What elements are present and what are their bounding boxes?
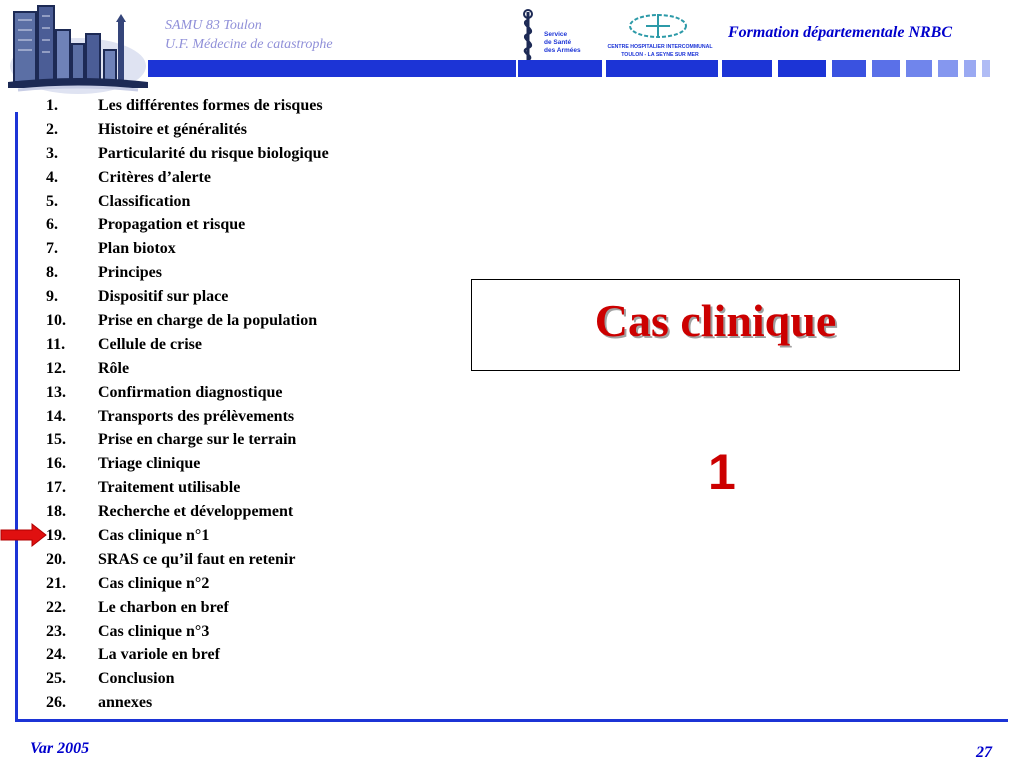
header-band-segment bbox=[606, 60, 718, 77]
header-band bbox=[148, 60, 516, 77]
outline-item-label: Rôle bbox=[98, 359, 130, 377]
outline-item bbox=[46, 190, 329, 214]
header-band-segment bbox=[938, 60, 958, 77]
outline-item-label: Conclusion bbox=[98, 670, 175, 688]
outline-item-label: Cas clinique n°1 bbox=[98, 526, 210, 544]
org-header bbox=[165, 16, 333, 54]
outline-item bbox=[46, 213, 329, 237]
outline-item bbox=[46, 357, 329, 381]
outline-item bbox=[46, 596, 329, 620]
outline-item bbox=[46, 94, 329, 118]
outline-item-label: Le charbon en bref bbox=[98, 598, 229, 616]
current-item-arrow-icon bbox=[0, 522, 48, 548]
outline-item bbox=[46, 118, 329, 142]
outline-item bbox=[46, 142, 329, 166]
outline-item bbox=[46, 524, 329, 548]
outline-item-number: 21. bbox=[46, 574, 66, 592]
outline-item-label: Histoire et généralités bbox=[98, 120, 247, 138]
outline-item-number: 26. bbox=[46, 694, 66, 712]
outline-item-label: Propagation et risque bbox=[98, 216, 246, 234]
outline-item-number: 6. bbox=[46, 216, 58, 234]
outline-item-number: 22. bbox=[46, 598, 66, 616]
hospital-line-1: CENTRE HOSPITALIER INTERCOMMUNAL bbox=[607, 44, 713, 50]
bottom-rule bbox=[15, 719, 1008, 722]
outline-item-number: 10. bbox=[46, 311, 66, 329]
outline-item bbox=[46, 620, 329, 644]
outline-item-label: Triage clinique bbox=[98, 455, 201, 473]
outline-item bbox=[46, 500, 329, 524]
hospital-logo bbox=[602, 12, 718, 60]
outline-item-number: 11. bbox=[46, 335, 66, 353]
ssa-line-3: des Armées bbox=[544, 47, 581, 54]
outline-item-label: Recherche et développement bbox=[98, 503, 294, 521]
outline-item bbox=[46, 405, 329, 429]
outline-item-number: 25. bbox=[46, 670, 66, 688]
case-number: 1 bbox=[708, 444, 736, 500]
outline-item bbox=[46, 476, 329, 500]
outline-item-number: 5. bbox=[46, 192, 58, 210]
outline-item-label: Traitement utilisable bbox=[98, 479, 241, 497]
outline-item bbox=[46, 309, 329, 333]
outline-item bbox=[46, 166, 329, 190]
footer-year: Var 2005 bbox=[30, 740, 90, 757]
presentation-title: Formation départementale NRBC bbox=[728, 24, 953, 41]
header-band-segment bbox=[722, 60, 772, 77]
left-rule bbox=[15, 112, 18, 722]
header-band-segment bbox=[982, 60, 990, 77]
outline-item-label: Critères d’alerte bbox=[98, 168, 211, 186]
outline-item-number: 20. bbox=[46, 550, 66, 568]
outline-item-label: Cas clinique n°2 bbox=[98, 574, 210, 592]
case-title-box bbox=[471, 279, 960, 371]
header-band-segment bbox=[964, 60, 976, 77]
header-band-segment bbox=[832, 60, 866, 77]
header-band-segment bbox=[906, 60, 932, 77]
outline-item bbox=[46, 667, 329, 691]
outline-item bbox=[46, 261, 329, 285]
outline-item-label: Principes bbox=[98, 264, 162, 282]
outline-item bbox=[46, 691, 329, 715]
outline-item bbox=[46, 548, 329, 572]
outline-item-number: 12. bbox=[46, 359, 66, 377]
org-line-1: SAMU 83 Toulon bbox=[165, 18, 262, 33]
outline-item bbox=[46, 428, 329, 452]
outline-item-number: 23. bbox=[46, 622, 66, 640]
ssa-line-2: de Santé bbox=[544, 39, 572, 46]
outline-item-label: Cas clinique n°3 bbox=[98, 622, 210, 640]
outline-item-label: SRAS ce qu’il faut en retenir bbox=[98, 550, 296, 568]
outline-item bbox=[46, 452, 329, 476]
outline-item-label: Classification bbox=[98, 192, 191, 210]
outline-item-number: 9. bbox=[46, 288, 58, 306]
outline-item bbox=[46, 381, 329, 405]
outline-item-label: Particularité du risque biologique bbox=[98, 144, 329, 162]
outline-item-number: 16. bbox=[46, 455, 66, 473]
outline-item bbox=[46, 333, 329, 357]
outline-item-number: 17. bbox=[46, 479, 66, 497]
hospital-line-2: TOULON - LA SEYNE SUR MER bbox=[621, 52, 699, 58]
outline-item bbox=[46, 237, 329, 261]
outline-item bbox=[46, 285, 329, 309]
outline-list bbox=[46, 94, 329, 715]
city-skyline-logo bbox=[8, 4, 148, 96]
outline-item-number: 2. bbox=[46, 120, 58, 138]
outline-item-number: 15. bbox=[46, 431, 66, 449]
header-band-segment bbox=[872, 60, 900, 77]
page-number: 27 bbox=[976, 744, 992, 761]
outline-item-number: 24. bbox=[46, 646, 66, 664]
outline-item-number: 1. bbox=[46, 96, 58, 114]
outline-item-label: Transports des prélèvements bbox=[98, 407, 295, 425]
outline-item-number: 4. bbox=[46, 168, 58, 186]
outline-item-number: 19. bbox=[46, 526, 66, 544]
header-band-segment bbox=[778, 60, 826, 77]
outline-item-label: Prise en charge sur le terrain bbox=[98, 431, 297, 449]
case-title: Cas clinique bbox=[594, 294, 837, 346]
outline-item-label: Prise en charge de la population bbox=[98, 311, 318, 329]
outline-item-label: Plan biotox bbox=[98, 240, 176, 258]
outline-item bbox=[46, 572, 329, 596]
header-band-segment bbox=[518, 60, 602, 77]
outline-item-number: 14. bbox=[46, 407, 66, 425]
ssa-caduceus-logo bbox=[514, 6, 596, 62]
outline-item-label: Dispositif sur place bbox=[98, 288, 229, 306]
outline-item bbox=[46, 643, 329, 667]
outline-item-number: 3. bbox=[46, 144, 58, 162]
outline-item-label: annexes bbox=[98, 694, 153, 712]
outline-item-number: 8. bbox=[46, 264, 58, 282]
outline-item-number: 7. bbox=[46, 240, 58, 258]
outline-item-label: Confirmation diagnostique bbox=[98, 383, 283, 401]
outline-item-label: La variole en bref bbox=[98, 646, 220, 664]
outline-item-number: 18. bbox=[46, 503, 66, 521]
outline-item-label: Cellule de crise bbox=[98, 335, 202, 353]
outline-item-number: 13. bbox=[46, 383, 66, 401]
ssa-line-1: Service bbox=[544, 31, 568, 38]
outline-item-label: Les différentes formes de risques bbox=[98, 96, 323, 114]
org-line-2: U.F. Médecine de catastrophe bbox=[165, 37, 333, 52]
